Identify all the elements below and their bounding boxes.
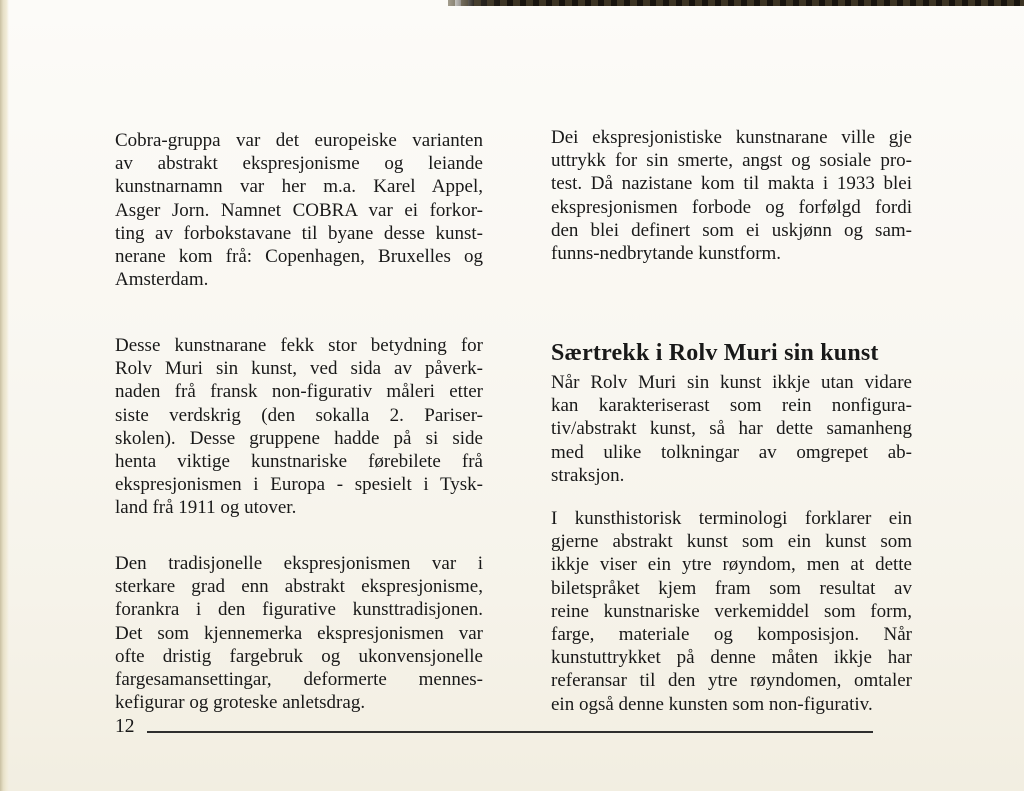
text-line: nerane kom frå: Copenhagen, Bruxelles og [115, 245, 483, 267]
text-line: sterkare grad enn abstrakt ekspresjonisme, [115, 576, 483, 598]
text-line: farge, materiale og komposisjon. Når [551, 623, 912, 645]
text-line: gjerne abstrakt kunst som ein kunst som [551, 531, 912, 553]
page-edge-strip [0, 0, 9, 791]
text-line: kunstuttrykket på denne måten ikkje har [551, 647, 912, 669]
text-line: den blei definert som ei uskjønn og sam- [551, 219, 912, 241]
right-column-paragraph-terminologi [551, 507, 912, 716]
text-line: I kunsthistorisk terminologi forklarer ein [551, 508, 912, 529]
text-line: Den tradisjonelle ekspresjonismen var i [115, 553, 483, 574]
page-number: 12 [115, 716, 135, 737]
text-line: ekspresjonismen i Europa - spesielt i Tysk- [115, 474, 483, 496]
top-scan-band [448, 0, 1024, 6]
left-column-paragraph-cobra [115, 129, 483, 291]
left-column-paragraph-betydning [115, 334, 483, 520]
left-column-paragraph-tradisjonell [115, 552, 483, 714]
section-heading: Særtrekk i Rolv Muri sin kunst [551, 340, 879, 366]
text-line: ein også denne kunsten som non-figurativ. [551, 693, 873, 715]
text-line: med ulike tolkningar av omgrepet ab- [551, 441, 912, 463]
text-line: Amsterdam. [115, 269, 209, 291]
text-line: kefigurar og groteske anletsdrag. [115, 692, 366, 714]
text-line: land frå 1911 og utover. [115, 497, 297, 519]
text-line: Desse kunstnarane fekk stor betydning for [115, 335, 483, 356]
text-line: biletspråket kjem fram som resultat av [551, 577, 912, 599]
text-line: Når Rolv Muri sin kunst ikkje utan vidare [551, 372, 912, 393]
text-line: naden frå fransk non-figurativ måleri etter [115, 381, 483, 403]
text-line: ofte dristig fargebruk og ukonvensjonelle [115, 645, 483, 667]
text-line: reine kunstnariske verkemiddel som form, [551, 600, 912, 622]
right-column-paragraph-saertrekk [551, 371, 912, 487]
text-line: straksjon. [551, 464, 625, 486]
text-line: Det som kjennemerka ekspresjonismen var [115, 622, 483, 644]
text-line: kunstnarnamn var her m.a. Karel Appel, [115, 176, 483, 198]
footer-rule [147, 731, 873, 733]
right-column-paragraph-intro [551, 126, 912, 265]
text-line: ekspresjonismen forbode og forfølgd fordi [551, 196, 912, 218]
text-line: av abstrakt ekspresjonisme og leiande [115, 153, 483, 175]
text-line: uttrykk for sin smerte, angst og sosiale pro- [551, 150, 912, 172]
text-line: Asger Jorn. Namnet COBRA var ei forkor- [115, 199, 483, 221]
text-line: test. Då nazistane kom til makta i 1933 blei [551, 173, 912, 195]
text-line: siste verdskrig (den sokalla 2. Pariser- [115, 404, 483, 426]
text-line: kan karakteriserast som rein nonfigura- [551, 395, 912, 417]
text-line: Rolv Muri sin kunst, ved sida av påverk- [115, 358, 483, 380]
text-line: Dei ekspresjonistiske kunstnarane ville gje [551, 127, 912, 148]
text-line: forankra i den figurative kunsttradisjonen. [115, 599, 483, 621]
text-line: tiv/abstrakt kunst, så har dette samanheng [551, 418, 912, 440]
text-line: funns-nedbrytande kunstform. [551, 242, 782, 264]
text-line: Cobra-gruppa var det europeiske varianten [115, 130, 483, 151]
text-line: henta viktige kunstnariske førebilete frå [115, 450, 483, 472]
text-line: referansar til den ytre røyndomen, omtaler [551, 670, 912, 692]
text-line: ting av forbokstavane til byane desse kunst- [115, 222, 483, 244]
text-line: fargesamansettingar, deformerte mennes- [115, 668, 483, 690]
text-line: skolen). Desse gruppene hadde på si side [115, 427, 483, 449]
text-line: ikkje viser ein ytre røyndom, men at dette [551, 554, 912, 576]
